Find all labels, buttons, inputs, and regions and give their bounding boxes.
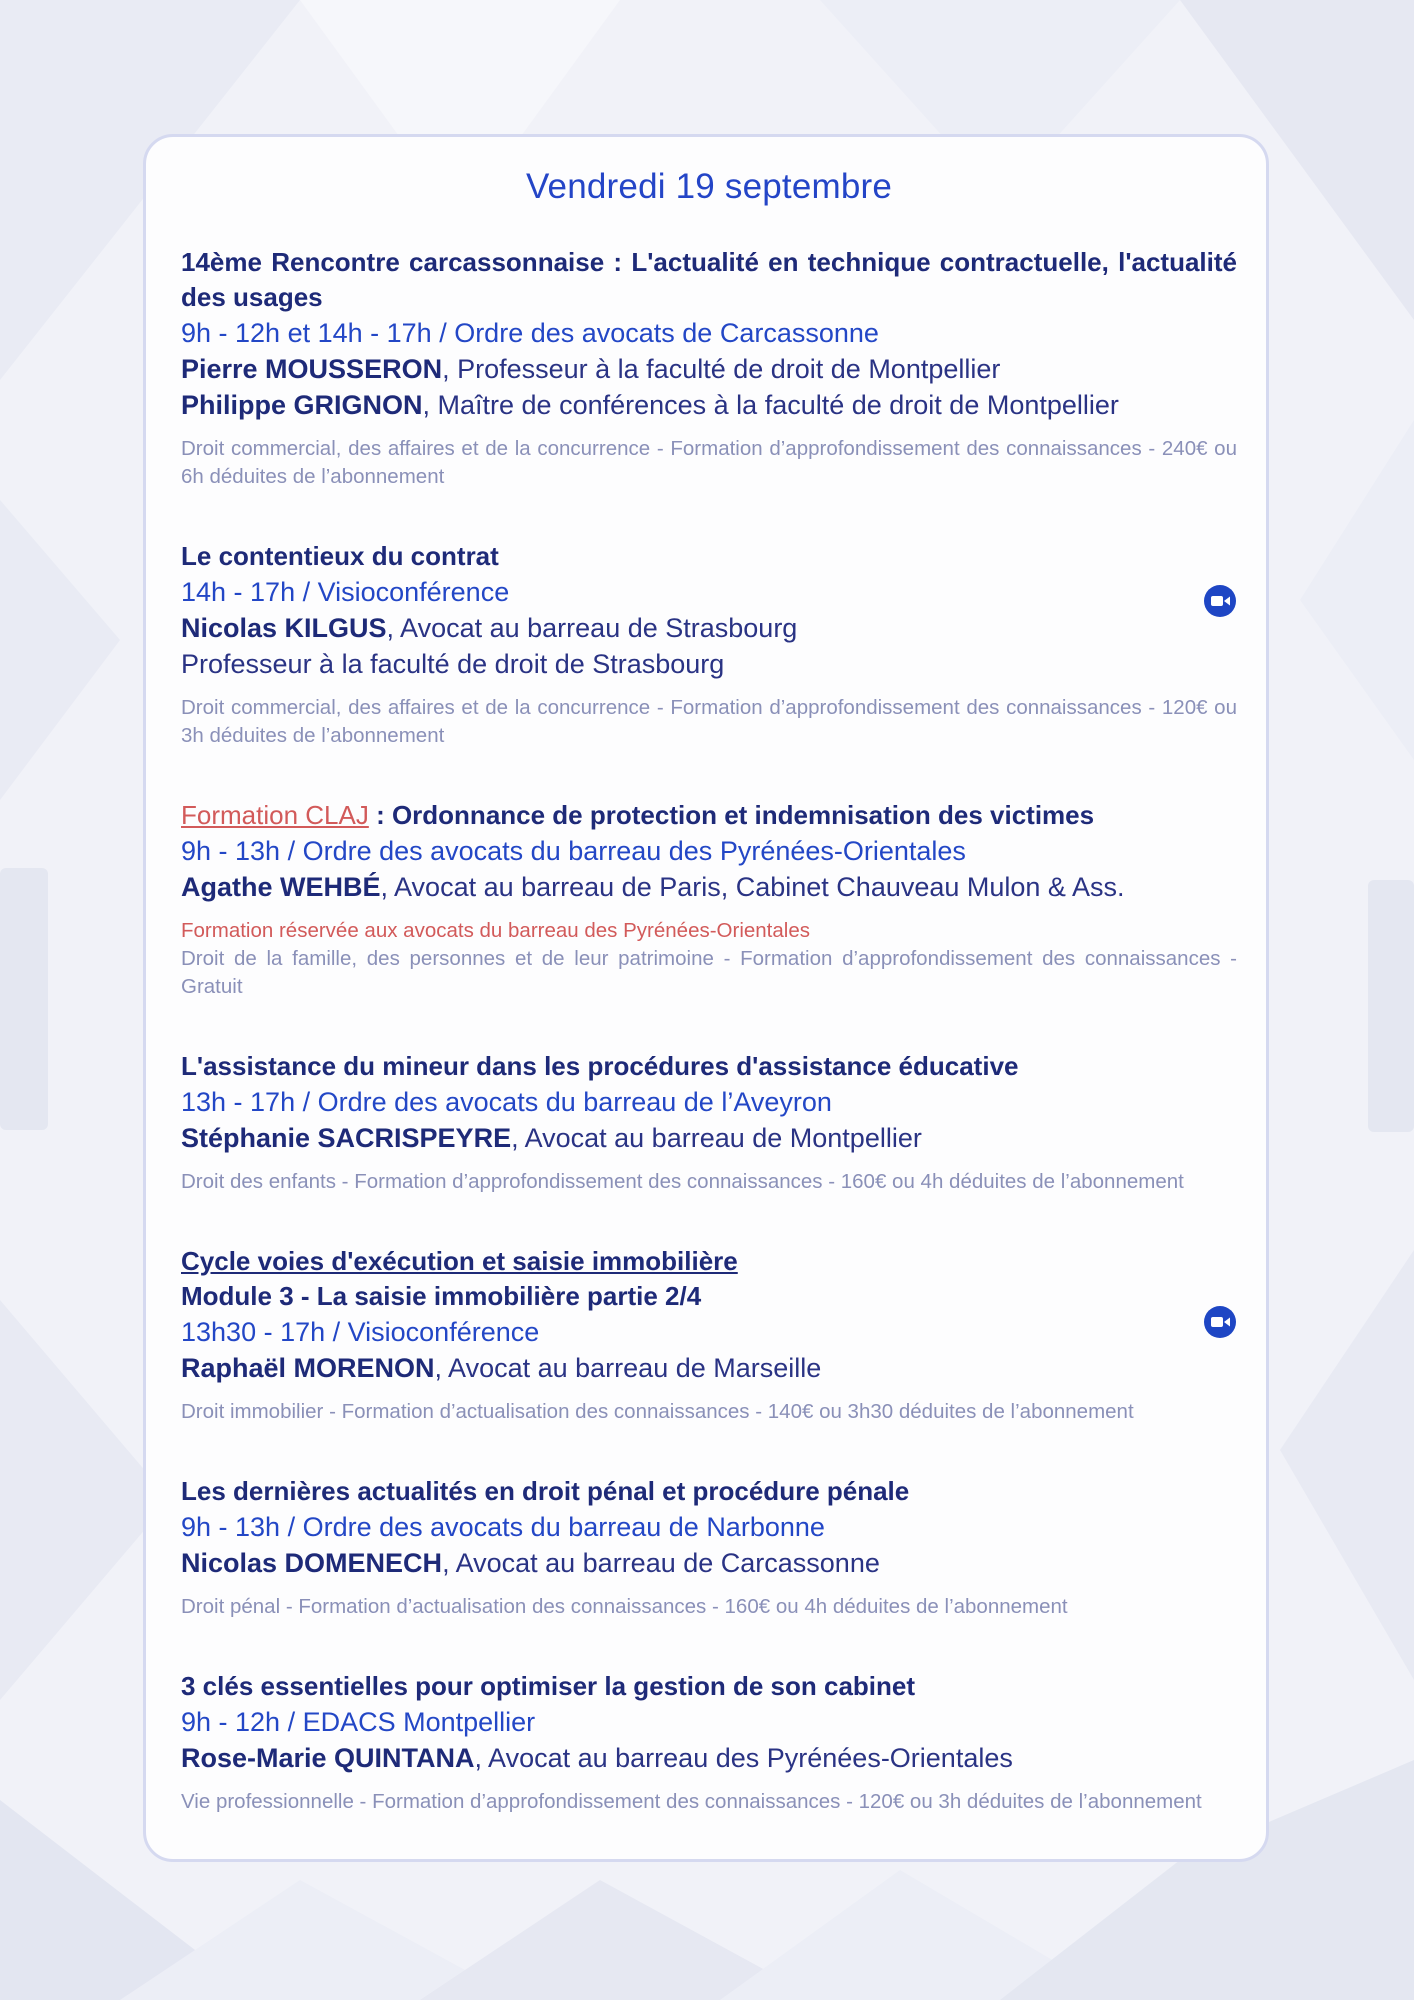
speaker-role: , Avocat au barreau de Carcassonne xyxy=(442,1548,880,1578)
event-time: 9h - 12h / EDACS Montpellier xyxy=(181,1707,536,1737)
event-speaker xyxy=(181,1740,1237,1776)
speaker-name: Philippe GRIGNON xyxy=(181,390,423,420)
event-title: Les dernières actualités en droit pénal et procédure pénale xyxy=(181,1476,910,1506)
claj-training-link[interactable]: Formation CLAJ xyxy=(181,800,369,830)
event-time: 9h - 12h et 14h - 17h / Ordre des avocats de Carcassonne xyxy=(181,318,879,348)
speaker-role: , Avocat au barreau de Marseille xyxy=(434,1353,822,1383)
event-item xyxy=(181,539,1237,750)
event-meta: Droit commercial, des affaires et de la concurrence - Formation d’approfondissement des connaissances - 240€ ou 6h déduites de l’abonnement xyxy=(181,437,1237,488)
speaker-role: , Avocat au barreau des Pyrénées-Orientales xyxy=(474,1743,1013,1773)
event-speaker xyxy=(181,610,1237,646)
event-meta: Droit commercial, des affaires et de la concurrence - Formation d’approfondissement des connaissances - 120€ ou 3h déduites de l’abonnement xyxy=(181,696,1237,747)
event-title: Le contentieux du contrat xyxy=(181,541,499,571)
speaker-name: Pierre MOUSSERON xyxy=(181,354,443,384)
video-camera-icon xyxy=(1204,1306,1236,1338)
event-item xyxy=(181,798,1237,1001)
speaker-role: , Professeur à la faculté de droit de Montpellier xyxy=(442,354,1001,384)
video-camera-icon xyxy=(1204,585,1236,617)
speaker-role: , Avocat au barreau de Strasbourg xyxy=(386,613,798,643)
event-time: 9h - 13h / Ordre des avocats du barreau des Pyrénées-Orientales xyxy=(181,836,966,866)
day-title: Vendredi 19 septembre xyxy=(525,167,893,206)
event-speaker xyxy=(181,351,1237,387)
event-item xyxy=(181,245,1237,491)
speaker-name: Stéphanie SACRISPEYRE xyxy=(181,1123,512,1153)
event-time: 14h - 17h / Visioconférence xyxy=(181,577,510,607)
event-meta: Droit des enfants - Formation d’approfondissement des connaissances - 160€ ou 4h déduites de l’abonnement xyxy=(181,1170,1184,1193)
event-title: 3 clés essentielles pour optimiser la gestion de son cabinet xyxy=(181,1671,916,1701)
event-meta: Droit de la famille, des personnes et de leur patrimoine - Formation d’approfondissement des connaissances - Gratuit xyxy=(181,947,1237,998)
event-time: 13h - 17h / Ordre des avocats du barreau de l’Aveyron xyxy=(181,1087,832,1117)
speaker-extra-role: Professeur à la faculté de droit de Strasbourg xyxy=(181,649,725,679)
event-speaker xyxy=(181,869,1237,905)
speaker-name: Rose-Marie QUINTANA xyxy=(181,1743,475,1773)
schedule-card xyxy=(143,134,1269,1862)
event-item xyxy=(181,1669,1237,1816)
speaker-role: , Avocat au barreau de Montpellier xyxy=(511,1123,922,1153)
event-title: 14ème Rencontre carcassonnaise : L'actualité en technique contractuelle, l'actualité des usages xyxy=(181,247,1237,312)
event-speaker xyxy=(181,1120,1237,1156)
event-time: 9h - 13h / Ordre des avocats du barreau de Narbonne xyxy=(181,1512,825,1542)
reserved-notice: Formation réservée aux avocats du barreau des Pyrénées-Orientales xyxy=(181,919,810,942)
speaker-role: , Maître de conférences à la faculté de droit de Montpellier xyxy=(422,390,1119,420)
event-item xyxy=(181,1244,1237,1426)
event-item xyxy=(181,1049,1237,1196)
cycle-title: Cycle voies d'exécution et saisie immobilière xyxy=(181,1246,738,1276)
event-meta: Vie professionnelle - Formation d’approfondissement des connaissances - 120€ ou 3h déduites de l’abonnement xyxy=(181,1790,1202,1813)
event-time: 13h30 - 17h / Visioconférence xyxy=(181,1317,540,1347)
speaker-name: Raphaël MORENON xyxy=(181,1353,435,1383)
speaker-role: , Avocat au barreau de Paris, Cabinet Chauveau Mulon & Ass. xyxy=(380,872,1125,902)
speaker-name: Nicolas DOMENECH xyxy=(181,1548,443,1578)
event-title: L'assistance du mineur dans les procédures d'assistance éducative xyxy=(181,1051,1019,1081)
event-meta: Droit pénal - Formation d’actualisation des connaissances - 160€ ou 4h déduites de l’abonnement xyxy=(181,1595,1068,1618)
event-title: Module 3 - La saisie immobilière partie 2/4 xyxy=(181,1281,702,1311)
event-speaker xyxy=(181,387,1237,423)
speaker-name: Agathe WEHBÉ xyxy=(181,872,381,902)
event-speaker xyxy=(181,1545,1237,1581)
event-title xyxy=(181,798,1237,833)
speaker-name: Nicolas KILGUS xyxy=(181,613,387,643)
event-title-text: : Ordonnance de protection et indemnisation des victimes xyxy=(368,800,1095,830)
event-speaker xyxy=(181,1350,1237,1386)
event-item xyxy=(181,1474,1237,1621)
event-meta: Droit immobilier - Formation d’actualisation des connaissances - 140€ ou 3h30 déduites de l’abonnement xyxy=(181,1400,1134,1423)
